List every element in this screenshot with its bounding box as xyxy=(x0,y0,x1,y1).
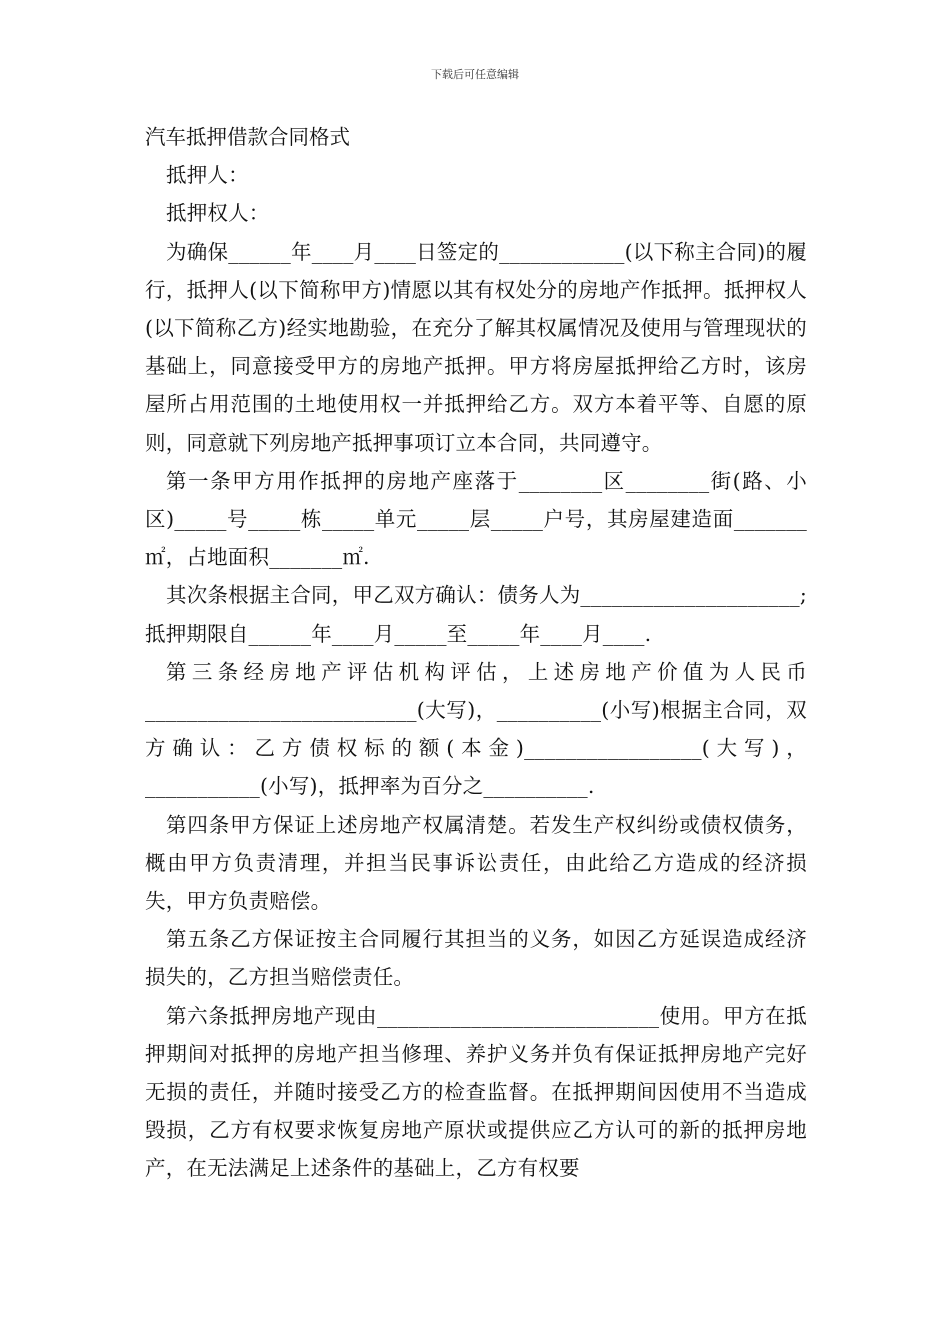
paragraph-mortgagor: 抵押人： xyxy=(166,163,249,188)
document-title: 汽车抵押借款合同格式 xyxy=(145,125,350,149)
paragraph-mortgagee: 抵押权人： xyxy=(166,201,270,226)
paragraph-article-2: 其次条根据主合同，甲乙双方确认：债务人为_____________________;抵押期限自______年____月_____至_____年____月____. xyxy=(145,583,807,646)
paragraph-article-6: 第六条抵押房地产现由___________________________使用。甲方在抵押期间对抵押的房地产担当修理、养护义务并负有保证抵押房地产完好无损的责任，并随时接受乙方的检查监督。在抵押期间因使用不当造成毁损，乙方有权要求恢复房地产原状或提供应乙方认可的新的抵押房地产，在无法满足上述条件的基础上，乙方有权要 xyxy=(145,1003,807,1181)
paragraph-article-4: 第四条甲方保证上述房地产权属清楚。若发生产权纠纷或债权债务，概由甲方负责清理，并担当民事诉讼责任，由此给乙方造成的经济损失，甲方负责赔偿。 xyxy=(145,812,807,914)
paragraph-article-1: 第一条甲方用作抵押的房地产座落于________区________街(路、小区)_____号_____栋_____单元_____层_____户号，其房屋建造面_______㎡，占地面积_______㎡. xyxy=(145,468,807,570)
document-body xyxy=(145,118,807,1188)
paragraph-article-5: 第五条乙方保证按主合同履行其担当的义务，如因乙方延误造成经济损失的，乙方担当赔偿责任。 xyxy=(145,927,807,990)
page-header: 下载后可任意编辑 xyxy=(431,68,519,81)
paragraph-preamble: 为确保______年____月____日签定的____________(以下称主合同)的履行，抵押人(以下简称甲方)情愿以其有权处分的房地产作抵押。抵押权人(以下简称乙方)经实地勘验，在充分了解其权属情况及使用与管理现状的基础上，同意接受甲方的房地产抵押。甲方将房屋抵押给乙方时，该房屋所占用范围的土地使用权一并抵押给乙方。双方本着平等、自愿的原则，同意就下列房地产抵押事项订立本合同，共同遵守。 xyxy=(145,239,807,455)
paragraph-article-3: 第三条经房地产评估机构评估，上述房地产价值为人民币__________________________(大写)，__________(小写)根据主合同，双方确认：乙方债权标的额(本金)_________________(大写)，___________(小写)，抵押率为百分之__________. xyxy=(145,659,807,799)
